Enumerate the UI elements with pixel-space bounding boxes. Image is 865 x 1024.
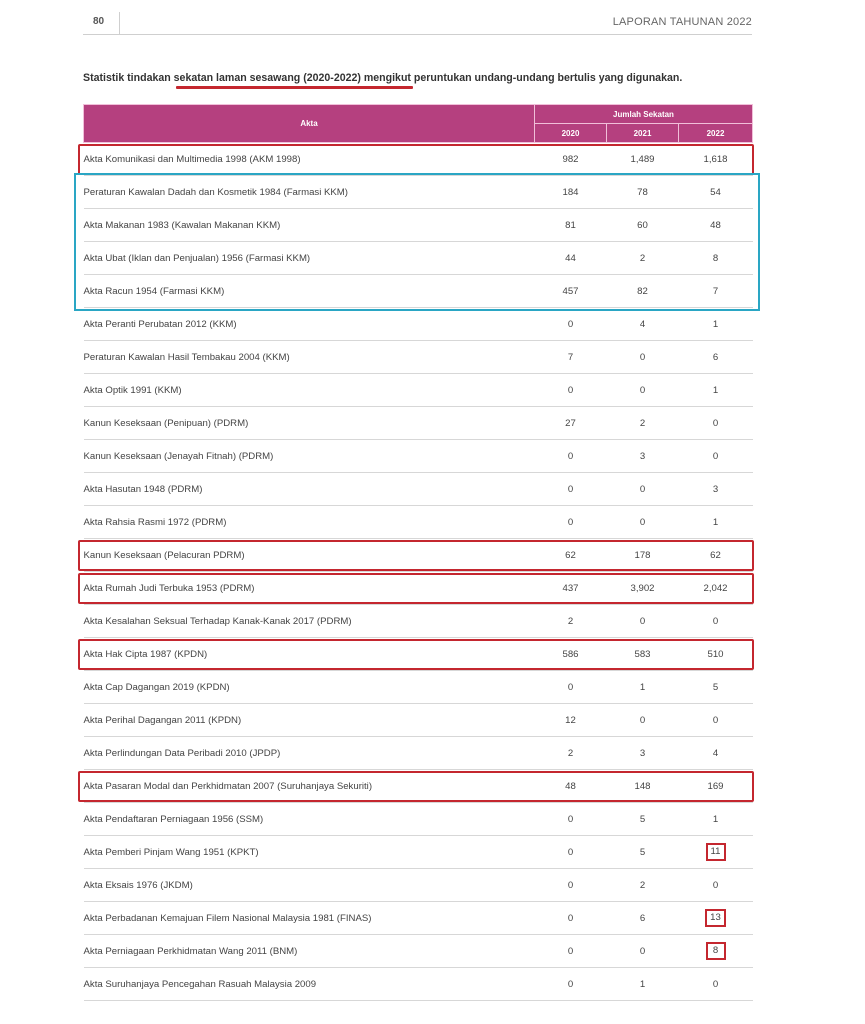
value-2021: 3,902: [607, 572, 679, 605]
table-row: [84, 407, 753, 440]
value-2022: 0: [679, 869, 753, 902]
header-divider: [119, 12, 120, 34]
akta-name: Akta Perlindungan Data Peribadi 2010 (JPDP): [84, 737, 535, 770]
column-header-2020: 2020: [535, 124, 607, 143]
page-header: [83, 12, 752, 35]
value-2020: 48: [535, 770, 607, 803]
table-row: [84, 176, 753, 209]
table-row: [84, 803, 753, 836]
akta-name: Peraturan Kawalan Hasil Tembakau 2004 (KKM): [84, 341, 535, 374]
value-2022: 0: [679, 704, 753, 737]
value-2021: 0: [607, 605, 679, 638]
akta-name: Akta Hak Cipta 1987 (KPDN): [84, 638, 535, 671]
value-2021: 0: [607, 935, 679, 968]
table-row: [84, 308, 753, 341]
value-2022: 1: [679, 374, 753, 407]
value-2021: 0: [607, 341, 679, 374]
value-2020: 0: [535, 506, 607, 539]
column-header-2021: 2021: [607, 124, 679, 143]
column-group-header: Jumlah Sekatan: [535, 105, 753, 124]
value-2020: 0: [535, 440, 607, 473]
value-2022: 1: [679, 803, 753, 836]
table-row: [84, 143, 753, 176]
value-2021: 3: [607, 440, 679, 473]
table-row: [84, 209, 753, 242]
akta-name: Akta Rahsia Rasmi 1972 (PDRM): [84, 506, 535, 539]
table-row: [84, 869, 753, 902]
table-row: [84, 605, 753, 638]
value-2021: 0: [607, 506, 679, 539]
value-2022: 2,042: [679, 572, 753, 605]
akta-name: Akta Komunikasi dan Multimedia 1998 (AKM 1998): [84, 143, 535, 176]
value-2020: 0: [535, 935, 607, 968]
table-row: [84, 638, 753, 671]
value-2021: 60: [607, 209, 679, 242]
table-row: [84, 704, 753, 737]
value-2021: 2: [607, 869, 679, 902]
akta-name: Akta Pemberi Pinjam Wang 1951 (KPKT): [84, 836, 535, 869]
value-2020: 2: [535, 605, 607, 638]
value-2021: 178: [607, 539, 679, 572]
value-2021: 0: [607, 374, 679, 407]
akta-name: Akta Makanan 1983 (Kawalan Makanan KKM): [84, 209, 535, 242]
akta-name: Akta Ubat (Iklan dan Penjualan) 1956 (Farmasi KKM): [84, 242, 535, 275]
table-row: [84, 539, 753, 572]
value-2022: 0: [679, 968, 753, 1001]
value-2020: 0: [535, 968, 607, 1001]
value-2021: 0: [607, 704, 679, 737]
value-2020: 457: [535, 275, 607, 308]
table-row: [84, 275, 753, 308]
value-2022: 0: [679, 605, 753, 638]
value-2022: 4: [679, 737, 753, 770]
value-2020: 81: [535, 209, 607, 242]
akta-name: Akta Racun 1954 (Farmasi KKM): [84, 275, 535, 308]
akta-name: Akta Perniagaan Perkhidmatan Wang 2011 (BNM): [84, 935, 535, 968]
value-2022: 7: [679, 275, 753, 308]
akta-name: Akta Cap Dagangan 2019 (KPDN): [84, 671, 535, 704]
value-2022: [679, 902, 753, 935]
akta-name: Akta Pasaran Modal dan Perkhidmatan 2007 (Suruhanjaya Sekuriti): [84, 770, 535, 803]
table-row: [84, 836, 753, 869]
value-2020: 0: [535, 902, 607, 935]
value-2020: 12: [535, 704, 607, 737]
column-header-2022: 2022: [679, 124, 753, 143]
table-row: [84, 737, 753, 770]
value-2020: 0: [535, 473, 607, 506]
akta-name: Kanun Keseksaan (Penipuan) (PDRM): [84, 407, 535, 440]
value-2020: 27: [535, 407, 607, 440]
table-row: [84, 506, 753, 539]
table-row: [84, 770, 753, 803]
value-2020: 0: [535, 869, 607, 902]
table-row: [84, 572, 753, 605]
value-2022: 8: [679, 242, 753, 275]
value-2020: 184: [535, 176, 607, 209]
column-header-akta: Akta: [84, 105, 535, 143]
statistics-table: [83, 104, 753, 1001]
value-2021: 1: [607, 968, 679, 1001]
value-2021: 2: [607, 242, 679, 275]
value-2021: 1,489: [607, 143, 679, 176]
value-2022: 6: [679, 341, 753, 374]
akta-name: Peraturan Kawalan Dadah dan Kosmetik 1984 (Farmasi KKM): [84, 176, 535, 209]
value-2021: 78: [607, 176, 679, 209]
akta-name: Akta Eksais 1976 (JKDM): [84, 869, 535, 902]
value-2021: 4: [607, 308, 679, 341]
value-2020: 7: [535, 341, 607, 374]
value-2021: 2: [607, 407, 679, 440]
akta-name: Akta Optik 1991 (KKM): [84, 374, 535, 407]
table-row: [84, 935, 753, 968]
table-row: [84, 242, 753, 275]
value-2021: 148: [607, 770, 679, 803]
table-caption: Statistik tindakan sekatan laman sesawang (2020-2022) mengikut peruntukan undang-undang bertulis yang digunakan.: [83, 72, 683, 84]
akta-name: Akta Peranti Perubatan 2012 (KKM): [84, 308, 535, 341]
value-2022: 510: [679, 638, 753, 671]
report-title: LAPORAN TAHUNAN 2022: [612, 16, 752, 28]
value-2020: 0: [535, 671, 607, 704]
value-2020: 0: [535, 803, 607, 836]
value-2020: 44: [535, 242, 607, 275]
akta-name: Akta Rumah Judi Terbuka 1953 (PDRM): [84, 572, 535, 605]
page-number: 80: [93, 16, 105, 27]
value-2020: 437: [535, 572, 607, 605]
highlighted-value: 13: [705, 909, 726, 927]
value-2021: 6: [607, 902, 679, 935]
akta-name: Akta Pendaftaran Perniagaan 1956 (SSM): [84, 803, 535, 836]
value-2022: 169: [679, 770, 753, 803]
highlighted-value: 11: [706, 843, 726, 861]
value-2022: 1,618: [679, 143, 753, 176]
value-2022: [679, 836, 753, 869]
value-2020: 586: [535, 638, 607, 671]
value-2020: 0: [535, 836, 607, 869]
value-2020: 2: [535, 737, 607, 770]
table-row: [84, 473, 753, 506]
table-row: [84, 440, 753, 473]
table-row: [84, 341, 753, 374]
table-row: [84, 374, 753, 407]
caption-highlight-underline: [176, 86, 413, 89]
akta-name: Akta Kesalahan Seksual Terhadap Kanak-Kanak 2017 (PDRM): [84, 605, 535, 638]
value-2020: 62: [535, 539, 607, 572]
value-2021: 3: [607, 737, 679, 770]
value-2022: 48: [679, 209, 753, 242]
value-2022: [679, 935, 753, 968]
table-row: [84, 671, 753, 704]
table-row: [84, 902, 753, 935]
highlighted-value: 8: [706, 942, 726, 960]
value-2022: 1: [679, 308, 753, 341]
value-2021: 583: [607, 638, 679, 671]
value-2022: 62: [679, 539, 753, 572]
value-2021: 82: [607, 275, 679, 308]
value-2022: 5: [679, 671, 753, 704]
value-2021: 1: [607, 671, 679, 704]
value-2022: 0: [679, 407, 753, 440]
value-2022: 54: [679, 176, 753, 209]
akta-name: Kanun Keseksaan (Pelacuran PDRM): [84, 539, 535, 572]
table-row: [84, 968, 753, 1001]
akta-name: Akta Hasutan 1948 (PDRM): [84, 473, 535, 506]
value-2021: 5: [607, 803, 679, 836]
akta-name: Akta Perihal Dagangan 2011 (KPDN): [84, 704, 535, 737]
akta-name: Akta Perbadanan Kemajuan Filem Nasional Malaysia 1981 (FINAS): [84, 902, 535, 935]
value-2022: 3: [679, 473, 753, 506]
akta-name: Akta Suruhanjaya Pencegahan Rasuah Malaysia 2009: [84, 968, 535, 1001]
value-2021: 5: [607, 836, 679, 869]
value-2020: 982: [535, 143, 607, 176]
value-2020: 0: [535, 374, 607, 407]
value-2022: 1: [679, 506, 753, 539]
value-2020: 0: [535, 308, 607, 341]
value-2021: 0: [607, 473, 679, 506]
akta-name: Kanun Keseksaan (Jenayah Fitnah) (PDRM): [84, 440, 535, 473]
value-2022: 0: [679, 440, 753, 473]
